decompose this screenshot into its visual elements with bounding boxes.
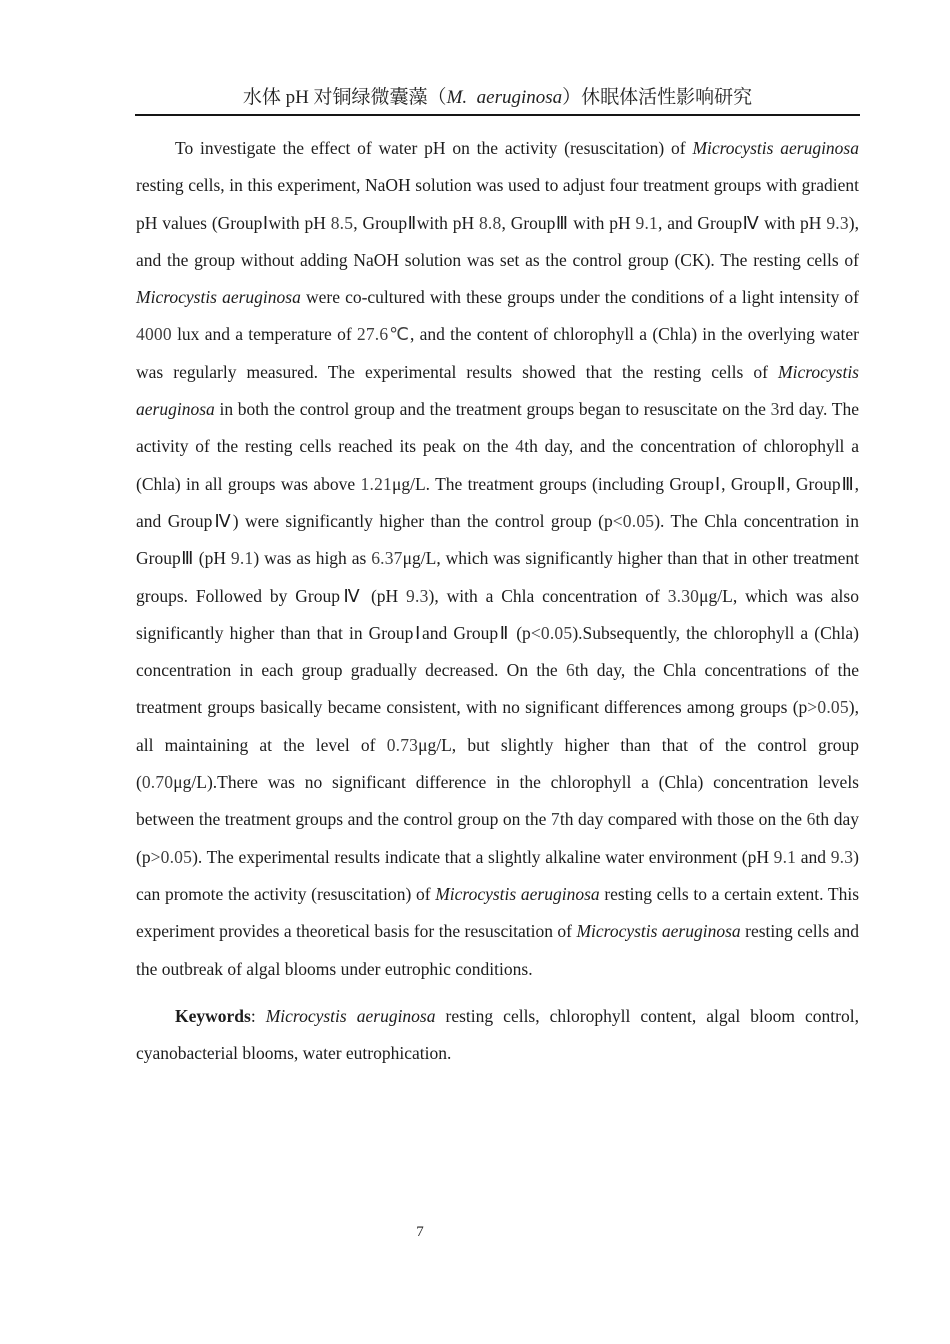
- text-segment: Microcystis aeruginosa: [576, 921, 741, 942]
- text-segment: ).Subsequently, the chlorophyll a (Chla) concentration in each group gradually decreased. On the: [136, 622, 859, 681]
- text-segment: To investigate the effect of water pH on the activity (resuscitation) of: [175, 138, 693, 158]
- text-segment: 8.8: [478, 212, 502, 233]
- text-segment: 0.73: [386, 734, 419, 755]
- text-segment: , and the content of chlorophyll a (Chla) in the overlying water was regularly measured. The experimental results showed that the resting cells of: [136, 324, 859, 382]
- text-segment: 3: [770, 399, 780, 420]
- text-segment: Microcystis aeruginosa: [136, 361, 859, 420]
- text-segment: and: [796, 846, 831, 867]
- text-segment: 9.1: [773, 846, 797, 867]
- text-segment: th day, and the concentration of chlorophyll a (Chla) in all groups was above: [136, 436, 860, 494]
- text-segment: 9.3: [826, 212, 849, 233]
- text-segment: 6: [565, 660, 575, 681]
- text-segment: rd day. The activity of the resting cells reached its peak on the: [136, 399, 859, 457]
- text-segment: μg/L. The treatment groups (including GroupⅠ, GroupⅡ, GroupⅢ, and GroupⅣ) were significantly higher than the control group (p: [136, 473, 859, 531]
- abstract-paragraph: [136, 130, 859, 988]
- text-segment: 9.1: [230, 548, 254, 569]
- text-segment: ）休眠体活性影响研究: [562, 87, 753, 108]
- text-segment: Microcystis aeruginosa: [692, 138, 859, 158]
- text-segment: Microcystis aeruginosa: [265, 1005, 436, 1026]
- text-segment: <0.05: [612, 510, 655, 531]
- text-segment: 水体 pH 对铜绿微囊藻（: [242, 87, 447, 108]
- text-segment: , GroupⅢ with pH: [501, 212, 636, 233]
- text-segment: 4000: [136, 324, 172, 345]
- page-number: 7: [416, 1224, 424, 1240]
- text-segment: >0.05: [150, 846, 193, 867]
- text-segment: ), and the group without adding NaOH solution was set as the control group (CK). The resting cells of: [136, 212, 859, 270]
- text-segment: M. aeruginosa: [446, 87, 563, 108]
- text-segment: resting cells to a certain extent. This experiment provides a theoretical basis for the resuscitation of: [136, 883, 860, 942]
- page-footer: [0, 1224, 840, 1241]
- text-segment: ). The Chla concentration in GroupⅢ (pH: [136, 510, 859, 569]
- text-segment: 1.21: [360, 473, 392, 494]
- text-segment: ). The experimental results indicate that a slightly alkaline water environment (pH: [192, 846, 774, 867]
- text-segment: Microcystis aeruginosa: [136, 287, 301, 308]
- text-segment: >0.05: [807, 697, 849, 718]
- text-segment: ) was as high as: [253, 548, 372, 569]
- text-segment: 0.70: [141, 772, 174, 793]
- text-segment: th day (p: [136, 809, 859, 867]
- text-segment: ), all maintaining at the level of: [136, 697, 859, 755]
- text-segment: 27.6℃: [356, 324, 410, 345]
- text-segment: th day, the Chla concentrations of the treatment groups basically became consistent, with no significant differences among groups (p: [136, 660, 859, 718]
- text-segment: in both the control group and the treatment groups began to resuscitate on the: [214, 399, 771, 420]
- text-segment: μg/L, which was also significantly higher than that in GroupⅠand GroupⅡ (p: [136, 585, 859, 643]
- text-segment: were co-cultured with these groups under the conditions of a light intensity of: [300, 287, 860, 308]
- text-segment: , GroupⅡwith pH: [353, 212, 479, 233]
- text-segment: <0.05: [530, 622, 573, 643]
- text-segment: resting cells, in this experiment, NaOH solution was used to adjust four treatment groups with gradient pH values (GroupⅠwith pH: [136, 175, 859, 233]
- text-segment: resting cells and the outbreak of algal blooms under eutrophic conditions.: [136, 921, 859, 979]
- text-segment: 9.3: [406, 585, 429, 606]
- text-segment: 6: [806, 809, 816, 830]
- text-segment: Microcystis aeruginosa: [435, 883, 600, 904]
- text-segment: Keywords: [175, 1005, 251, 1026]
- text-segment: μg/L, but slightly higher than that of the control group (: [136, 734, 859, 793]
- text-segment: lux and a temperature of: [171, 324, 357, 345]
- keywords-paragraph: [136, 998, 859, 1073]
- running-header-title: [135, 86, 860, 116]
- text-segment: μg/L).There was no significant difference in the chlorophyll a (Chla) concentration levels between the treatment groups and the control group on the: [136, 772, 859, 830]
- text-segment: μg/L, which was significantly higher than that in other treatment groups. Followed by GroupⅣ (pH: [136, 548, 860, 606]
- text-segment: 3.30: [667, 585, 700, 606]
- text-segment: 6.37: [371, 548, 403, 569]
- text-segment: 7: [550, 809, 560, 830]
- text-segment: th day compared with those on the: [559, 809, 807, 830]
- text-segment: resting cells, chlorophyll content, algal bloom control, cyanobacterial blooms, water eutrophication.: [136, 1005, 859, 1064]
- text-segment: ), with a Chla concentration of: [428, 585, 668, 606]
- text-segment: ) can promote the activity (resuscitation) of: [136, 846, 859, 904]
- abstract-section: [136, 130, 859, 1072]
- text-segment: :: [250, 1005, 266, 1026]
- text-segment: , and GroupⅣ with pH: [658, 212, 827, 233]
- text-segment: 9.1: [635, 212, 659, 233]
- text-segment: 9.3: [830, 846, 854, 867]
- text-segment: 4: [515, 436, 525, 457]
- text-segment: 8.5: [330, 212, 354, 233]
